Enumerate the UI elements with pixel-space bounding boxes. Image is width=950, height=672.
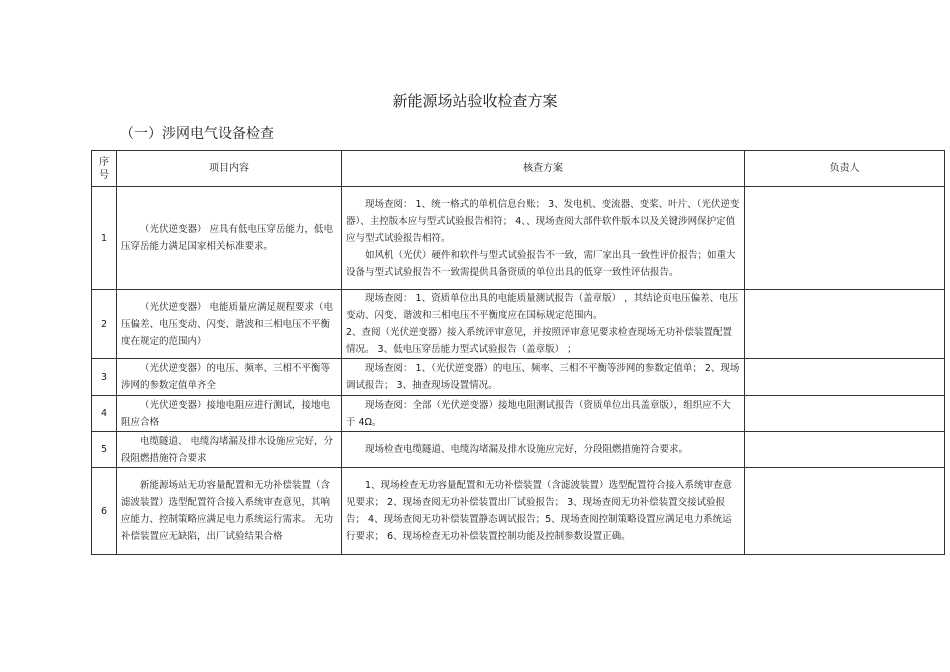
row-number: 5 xyxy=(92,432,117,468)
row-plan xyxy=(342,396,745,432)
row-owner xyxy=(745,432,945,468)
table-row xyxy=(92,187,945,290)
item-text: （光伏逆变器） 电能质量应满足规程要求（电压偏差、电压变动、闪变、谐波和三相电压不平衡度在规定的范围内） xyxy=(121,301,334,347)
row-number: 4 xyxy=(92,396,117,432)
row-owner xyxy=(745,396,945,432)
row-item xyxy=(117,468,342,555)
row-plan xyxy=(342,290,745,359)
header-item: 项目内容 xyxy=(117,151,342,187)
item-text: 电缆隧道、 电缆沟堵漏及排水设施应完好，分段阻燃措施符合要求 xyxy=(121,435,334,464)
row-number: 3 xyxy=(92,359,117,396)
plan-text: 现场查阅：全部（光伏逆变器）接地电阻测试报告（资质单位出具盖章版），组织应不大于 4Ω。 xyxy=(346,399,731,428)
row-plan xyxy=(342,468,745,555)
row-number: 1 xyxy=(92,187,117,290)
table-row xyxy=(92,290,945,359)
row-item xyxy=(117,396,342,432)
plan-text: 现场查阅： 1、资质单位出具的电能质量测试报告（盖章版） ，其结论页电压偏差、电压变动、闪变、谐波和三相电压不平衡度应在国标规定范围内。 xyxy=(346,293,739,321)
row-owner xyxy=(745,468,945,555)
row-plan xyxy=(342,432,745,468)
item-text: （光伏逆变器）接地电阻应进行测试，接地电阻应合格 xyxy=(121,399,331,428)
table-row xyxy=(92,359,945,396)
item-text: （光伏逆变器）的电压、频率、三相不平衡等涉网的参数定值单齐全 xyxy=(121,363,331,391)
plan-text: 2、查阅（光伏逆变器）接入系统评审意见，并按照评审意见要求检查现场无功补偿装置配置情况。 3、低电压穿岳能力型式试验报告（盖章版） ； xyxy=(346,327,733,355)
table-row xyxy=(92,432,945,468)
header-no: 序 号 xyxy=(92,151,117,187)
plan-text: 1、现场检查无功容量配置和无功补偿装置（含滤波装置）选型配置符合接入系统审查意见要求； 2、现场查阅无功补偿装置出厂试验报告； 3、现场查阅无功补偿装置交接试验报告； 4、现场查阅无功补偿装置静态调试报告；5、现场查阅控制策略设置应满足电力系统运行要求； 6、现场检查无功补偿装置控制功能及控制参数设置正确。 xyxy=(346,480,733,542)
table-row xyxy=(92,468,945,555)
row-item xyxy=(117,187,342,290)
row-owner xyxy=(745,359,945,396)
row-item xyxy=(117,432,342,468)
item-text: 新能源场站无功容量配置和无功补偿装置（含滤波装置）选型配置符合接入系统审查意见，其响应能力、控制策略应满足电力系统运行需求。 无功补偿装置应无缺陷，出厂试验结果合格 xyxy=(121,480,334,542)
section-heading: （一）涉网电气设备检查 xyxy=(120,126,274,142)
row-number: 6 xyxy=(92,468,117,555)
inspection-table xyxy=(91,150,945,555)
plan-text: 如风机（光伏）硬件和软件与型式试验报告不一致，需厂家出具一致性评价报告；如重大设备与型式试验报告不一致需提供具备资质的单位出具的低穿一致性评估报告。 xyxy=(346,249,736,278)
item-text: （光伏逆变器） 应具有低电压穿岳能力，低电压穿岳能力满足国家相关标准要求。 xyxy=(121,224,334,252)
row-item xyxy=(117,359,342,396)
header-plan: 核查方案 xyxy=(342,151,745,187)
row-owner xyxy=(745,290,945,359)
row-owner xyxy=(745,187,945,290)
row-plan xyxy=(342,359,745,396)
row-plan xyxy=(342,187,745,290)
document-title: 新能源场站验收检查方案 xyxy=(392,92,558,110)
row-item xyxy=(117,290,342,359)
table-row xyxy=(92,396,945,432)
table-header-row xyxy=(92,151,945,187)
plan-text: 现场查阅： 1、（光伏逆变器）的电压、频率、三相不平衡等涉网的参数定值单； 2、现场调试报告； 3、抽查现场设置情况。 xyxy=(346,363,740,391)
plan-text: 现场检查电缆隧道、电缆沟堵漏及排水设施应完好，分段阻燃措施符合要求。 xyxy=(365,444,689,455)
plan-text: 现场查阅： 1、统一格式的单机信息台账； 3、发电机、变流器、变桨、叶片、（光伏逆变器）、主控版本应与型式试验报告相符； 4、、现场查阅大部件软件版本以及关键涉网保护定值应与型式试验报告相符。 xyxy=(346,198,740,244)
header-owner: 负责人 xyxy=(745,151,945,187)
row-number: 2 xyxy=(92,290,117,359)
